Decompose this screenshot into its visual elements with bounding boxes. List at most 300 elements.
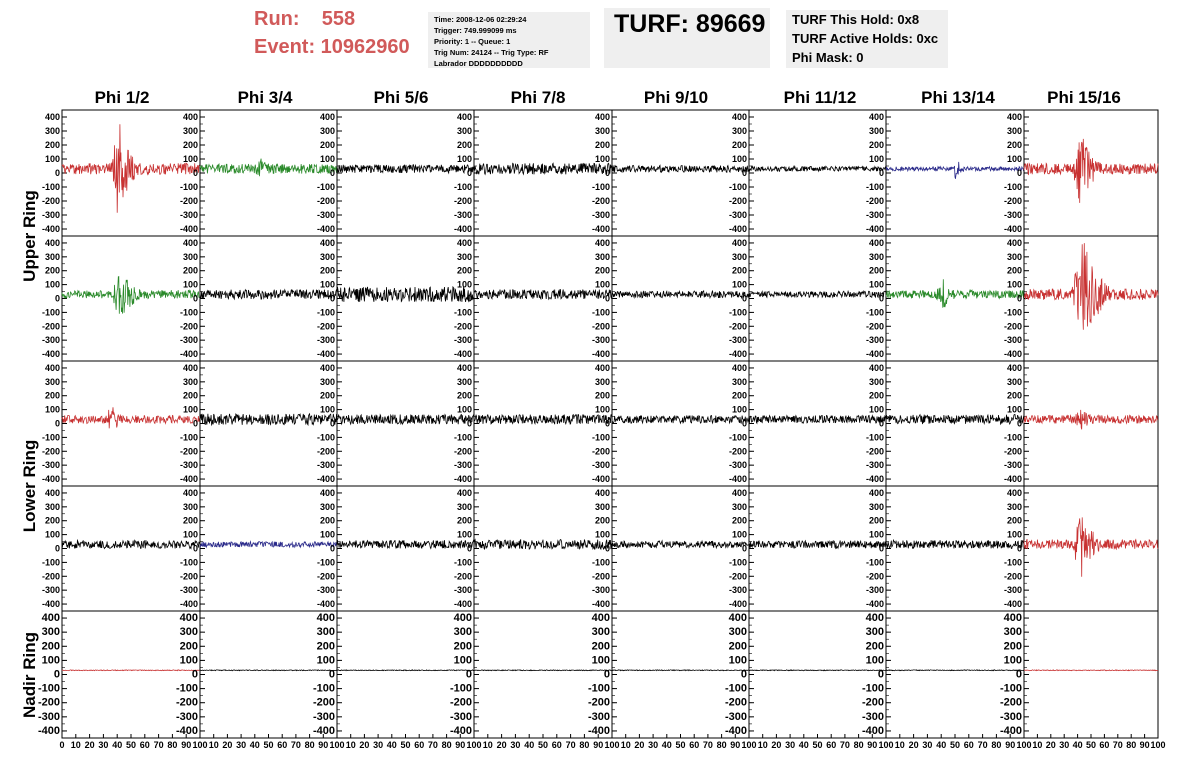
waveform-series xyxy=(337,540,474,548)
y-tick-label: 300 xyxy=(868,376,884,387)
y-tick-label: 200 xyxy=(868,265,884,276)
y-tick-label: 400 xyxy=(868,237,884,248)
x-tick-label: 90 xyxy=(318,740,329,750)
y-tick-label: -200 xyxy=(179,571,198,582)
y-tick-label: 300 xyxy=(44,126,60,136)
x-tick-label: 40 xyxy=(386,740,397,750)
waveform-series xyxy=(1024,243,1158,330)
x-tick-label: 100 xyxy=(466,740,482,750)
waveform-series xyxy=(62,404,200,428)
x-tick-label: 60 xyxy=(139,740,150,750)
turf-this-hold: TURF This Hold: 0x8 xyxy=(792,12,920,27)
y-tick-label: -400 xyxy=(179,224,198,234)
y-tick-label: -200 xyxy=(316,196,335,206)
y-tick-label: -200 xyxy=(41,446,60,457)
y-tick-label: 400 xyxy=(731,362,747,373)
y-tick-label: -100 xyxy=(453,307,472,318)
y-tick-label: -300 xyxy=(861,710,884,723)
y-tick-label: -100 xyxy=(865,557,884,568)
waveform-series xyxy=(886,279,1024,307)
x-tick-label: 10 xyxy=(70,740,81,750)
y-tick-label: 0 xyxy=(1016,543,1022,554)
y-tick-label: 100 xyxy=(865,654,884,667)
y-tick-label: -300 xyxy=(179,585,198,596)
y-tick-label: -200 xyxy=(453,321,472,332)
y-tick-label: -300 xyxy=(453,460,472,471)
waveform-series xyxy=(337,287,474,302)
y-tick-label: 300 xyxy=(319,126,335,136)
y-tick-label: 0 xyxy=(192,293,198,304)
column-label-phi-1-2: Phi 1/2 xyxy=(94,88,150,107)
y-tick-label: 400 xyxy=(44,487,60,498)
y-tick-label: 0 xyxy=(328,668,335,681)
y-tick-label: 200 xyxy=(1006,140,1022,150)
y-tick-label: -400 xyxy=(453,474,472,485)
y-tick-label: -400 xyxy=(316,224,335,234)
y-tick-label: 100 xyxy=(456,404,472,415)
y-tick-label: -100 xyxy=(41,182,60,192)
y-tick-label: 300 xyxy=(1006,376,1022,387)
y-tick-label: -400 xyxy=(41,474,60,485)
y-tick-label: 400 xyxy=(182,362,198,373)
y-tick-label: -300 xyxy=(453,335,472,346)
y-tick-label: -400 xyxy=(312,724,335,737)
y-tick-label: 0 xyxy=(53,668,60,681)
x-tick-label: 40 xyxy=(1072,740,1083,750)
y-tick-label: -200 xyxy=(41,196,60,206)
y-tick-label: 400 xyxy=(868,487,884,498)
y-tick-label: 300 xyxy=(731,501,747,512)
y-tick-label: -300 xyxy=(1003,210,1022,220)
y-tick-label: -400 xyxy=(41,349,60,360)
x-tick-label: 70 xyxy=(427,740,438,750)
y-tick-label: -200 xyxy=(865,446,884,457)
y-tick-label: 100 xyxy=(44,404,60,415)
y-tick-label: -100 xyxy=(1003,307,1022,318)
y-tick-label: 300 xyxy=(1006,126,1022,136)
y-tick-label: -400 xyxy=(728,224,747,234)
row-label-upper-ring: Upper Ring xyxy=(20,190,39,282)
y-tick-label: 400 xyxy=(868,362,884,373)
y-tick-label: -300 xyxy=(41,585,60,596)
column-label-phi-9-10: Phi 9/10 xyxy=(643,88,709,107)
y-tick-label: -400 xyxy=(453,599,472,610)
y-tick-label: 100 xyxy=(182,404,198,415)
y-tick-label: 400 xyxy=(1006,237,1022,248)
y-tick-label: 200 xyxy=(1003,640,1022,653)
y-tick-label: -100 xyxy=(728,182,747,192)
waveform-series xyxy=(749,416,886,424)
y-tick-label: -400 xyxy=(591,349,610,360)
y-tick-label: -300 xyxy=(728,335,747,346)
y-tick-label: -300 xyxy=(179,460,198,471)
y-tick-label: -300 xyxy=(449,710,472,723)
x-tick-label: 40 xyxy=(112,740,123,750)
y-tick-label: 0 xyxy=(192,168,198,178)
y-tick-label: 300 xyxy=(456,126,472,136)
x-tick-label: 40 xyxy=(661,740,672,750)
y-tick-label: 300 xyxy=(594,251,610,262)
y-tick-label: 200 xyxy=(1006,515,1022,526)
info-labrador: Labrador DDDDDDDDDD xyxy=(434,59,523,68)
waveform-series xyxy=(337,670,474,671)
y-tick-label: 100 xyxy=(316,654,335,667)
y-tick-label: 400 xyxy=(319,487,335,498)
y-tick-label: 200 xyxy=(182,390,198,401)
info-trigger: Trigger: 749.999099 ms xyxy=(434,26,517,35)
waveform-series xyxy=(886,162,1024,179)
x-tick-label: 90 xyxy=(455,740,466,750)
y-tick-label: -100 xyxy=(316,182,335,192)
y-tick-label: -400 xyxy=(449,724,472,737)
y-tick-label: 100 xyxy=(1006,404,1022,415)
y-tick-label: 200 xyxy=(731,140,747,150)
y-tick-label: -200 xyxy=(587,696,610,709)
x-tick-label: 50 xyxy=(812,740,823,750)
y-tick-label: 300 xyxy=(868,126,884,136)
x-tick-label: 10 xyxy=(345,740,356,750)
y-tick-label: 0 xyxy=(603,668,610,681)
y-tick-label: -100 xyxy=(591,307,610,318)
x-tick-label: 70 xyxy=(702,740,713,750)
y-tick-label: 400 xyxy=(594,112,610,122)
y-tick-label: 400 xyxy=(44,112,60,122)
y-tick-label: 300 xyxy=(316,626,335,639)
y-tick-label: -400 xyxy=(591,474,610,485)
y-tick-label: 400 xyxy=(182,112,198,122)
y-tick-label: 300 xyxy=(728,626,747,639)
x-tick-label: 80 xyxy=(853,740,864,750)
y-tick-label: 400 xyxy=(319,237,335,248)
x-tick-label: 30 xyxy=(785,740,796,750)
x-tick-label: 60 xyxy=(826,740,837,750)
y-tick-label: -400 xyxy=(861,724,884,737)
y-tick-label: -300 xyxy=(37,710,60,723)
x-tick-label: 30 xyxy=(1059,740,1070,750)
y-tick-label: 200 xyxy=(594,515,610,526)
y-tick-label: -400 xyxy=(999,724,1022,737)
x-tick-label: 80 xyxy=(167,740,178,750)
waveform-series xyxy=(474,540,612,550)
y-tick-label: 100 xyxy=(182,279,198,290)
y-tick-label: -300 xyxy=(316,585,335,596)
y-tick-label: 100 xyxy=(731,529,747,540)
y-tick-label: 100 xyxy=(456,154,472,164)
y-tick-label: 200 xyxy=(731,265,747,276)
y-tick-label: 200 xyxy=(594,140,610,150)
y-tick-label: -400 xyxy=(1003,474,1022,485)
y-tick-label: -100 xyxy=(728,307,747,318)
y-tick-label: -200 xyxy=(449,696,472,709)
y-tick-label: 300 xyxy=(868,251,884,262)
x-tick-label: 100 xyxy=(878,740,894,750)
y-tick-label: 200 xyxy=(456,515,472,526)
y-tick-label: 100 xyxy=(594,529,610,540)
x-tick-label: 30 xyxy=(236,740,247,750)
y-tick-label: 200 xyxy=(594,265,610,276)
x-tick-label: 50 xyxy=(125,740,137,750)
y-tick-label: 200 xyxy=(316,640,335,653)
y-tick-label: 300 xyxy=(179,626,198,639)
waveform-series xyxy=(1024,670,1158,671)
y-tick-label: 0 xyxy=(604,543,610,554)
y-tick-label: -200 xyxy=(41,571,60,582)
y-tick-label: -400 xyxy=(591,224,610,234)
y-tick-label: 100 xyxy=(591,654,610,667)
y-tick-label: -400 xyxy=(453,349,472,360)
panel-frame xyxy=(1024,361,1158,486)
y-tick-label: 200 xyxy=(868,390,884,401)
y-tick-label: -200 xyxy=(316,571,335,582)
y-tick-label: 400 xyxy=(865,612,884,625)
y-tick-label: 400 xyxy=(731,487,747,498)
y-tick-label: 300 xyxy=(44,376,60,387)
y-tick-label: 200 xyxy=(731,515,747,526)
y-tick-label: -300 xyxy=(865,335,884,346)
y-tick-label: 300 xyxy=(44,501,60,512)
y-tick-label: -300 xyxy=(316,335,335,346)
y-tick-label: -200 xyxy=(999,696,1022,709)
y-tick-label: -100 xyxy=(453,557,472,568)
turf-active-holds: TURF Active Holds: 0xc xyxy=(792,31,939,46)
y-tick-label: -400 xyxy=(1003,224,1022,234)
x-tick-label: 50 xyxy=(1085,740,1097,750)
y-tick-label: 200 xyxy=(594,390,610,401)
y-tick-label: -200 xyxy=(591,446,610,457)
y-tick-label: 200 xyxy=(456,140,472,150)
x-tick-label: 90 xyxy=(1005,740,1016,750)
waveform-series xyxy=(612,670,749,671)
y-tick-label: 100 xyxy=(1006,279,1022,290)
y-tick-label: -200 xyxy=(728,571,747,582)
y-tick-label: -200 xyxy=(865,571,884,582)
waveform-series xyxy=(612,416,749,424)
y-tick-label: -200 xyxy=(453,446,472,457)
y-tick-label: -200 xyxy=(1003,571,1022,582)
y-tick-label: 0 xyxy=(878,418,884,429)
y-tick-label: 100 xyxy=(182,154,198,164)
turf-number: TURF: 89669 xyxy=(614,10,766,38)
y-tick-label: 400 xyxy=(1006,112,1022,122)
y-tick-label: -200 xyxy=(728,321,747,332)
x-tick-label: 100 xyxy=(192,740,208,750)
y-tick-label: 400 xyxy=(731,112,747,122)
x-tick-label: 80 xyxy=(441,740,452,750)
y-tick-label: -300 xyxy=(41,210,60,220)
y-tick-label: -400 xyxy=(728,599,747,610)
y-tick-label: 100 xyxy=(731,279,747,290)
y-tick-label: 300 xyxy=(44,251,60,262)
waveform-series xyxy=(200,542,337,548)
y-tick-label: 200 xyxy=(1006,265,1022,276)
y-tick-label: 200 xyxy=(319,390,335,401)
y-tick-label: 0 xyxy=(878,543,884,554)
y-tick-label: -200 xyxy=(453,571,472,582)
y-tick-label: 200 xyxy=(731,390,747,401)
y-tick-label: -400 xyxy=(41,599,60,610)
y-tick-label: -200 xyxy=(591,321,610,332)
y-tick-label: 200 xyxy=(182,515,198,526)
y-tick-label: 0 xyxy=(466,418,472,429)
y-tick-label: 100 xyxy=(868,529,884,540)
y-tick-label: 300 xyxy=(594,126,610,136)
x-tick-label: 10 xyxy=(757,740,768,750)
y-tick-label: -100 xyxy=(316,432,335,443)
x-tick-label: 90 xyxy=(593,740,604,750)
y-tick-label: 100 xyxy=(594,154,610,164)
y-tick-label: -200 xyxy=(591,571,610,582)
y-tick-label: -200 xyxy=(316,321,335,332)
panel-frame xyxy=(1024,486,1158,611)
y-tick-label: 100 xyxy=(868,154,884,164)
y-tick-label: -100 xyxy=(591,557,610,568)
y-tick-label: 0 xyxy=(604,293,610,304)
y-tick-label: -400 xyxy=(865,224,884,234)
y-tick-label: 300 xyxy=(865,626,884,639)
waveform-series xyxy=(200,290,337,300)
waveform-series xyxy=(886,415,1024,425)
y-tick-label: 200 xyxy=(319,140,335,150)
y-tick-label: 200 xyxy=(44,140,60,150)
y-tick-label: 300 xyxy=(1006,501,1022,512)
y-tick-label: 200 xyxy=(182,265,198,276)
y-tick-label: -100 xyxy=(312,682,335,695)
waveform-series xyxy=(337,165,474,173)
y-tick-label: 300 xyxy=(182,376,198,387)
x-tick-label: 70 xyxy=(1112,740,1123,750)
y-tick-label: -300 xyxy=(591,210,610,220)
y-tick-label: 300 xyxy=(456,501,472,512)
y-tick-label: 200 xyxy=(182,140,198,150)
y-tick-label: -100 xyxy=(41,307,60,318)
waveform-series xyxy=(474,415,612,425)
y-tick-label: -400 xyxy=(865,599,884,610)
y-tick-label: 100 xyxy=(319,404,335,415)
x-tick-label: 20 xyxy=(222,740,233,750)
x-tick-label: 10 xyxy=(620,740,631,750)
y-tick-label: -300 xyxy=(316,460,335,471)
y-tick-label: -100 xyxy=(449,682,472,695)
x-tick-label: 70 xyxy=(839,740,850,750)
y-tick-label: 100 xyxy=(453,654,472,667)
x-tick-label: 70 xyxy=(290,740,301,750)
y-tick-label: -100 xyxy=(591,432,610,443)
y-tick-label: -400 xyxy=(316,599,335,610)
y-tick-label: 0 xyxy=(54,293,60,304)
y-tick-label: 0 xyxy=(466,543,472,554)
x-tick-label: 90 xyxy=(181,740,192,750)
waveform-series xyxy=(1024,517,1158,576)
y-tick-label: 0 xyxy=(604,418,610,429)
x-tick-label: 80 xyxy=(1126,740,1137,750)
x-tick-label: 50 xyxy=(400,740,411,750)
y-tick-label: -100 xyxy=(41,557,60,568)
y-tick-label: 0 xyxy=(1016,418,1022,429)
y-tick-label: 0 xyxy=(1015,668,1022,681)
y-tick-label: -400 xyxy=(179,474,198,485)
y-tick-label: 400 xyxy=(1006,362,1022,373)
waveform-series xyxy=(474,670,612,671)
y-tick-label: -300 xyxy=(728,585,747,596)
y-tick-label: 0 xyxy=(54,418,60,429)
x-tick-label: 50 xyxy=(263,740,274,750)
y-tick-label: 200 xyxy=(319,515,335,526)
y-tick-label: -400 xyxy=(453,224,472,234)
y-tick-label: -100 xyxy=(587,682,610,695)
y-tick-label: -200 xyxy=(728,446,747,457)
y-tick-label: 0 xyxy=(466,293,472,304)
x-tick-label: 20 xyxy=(634,740,645,750)
y-tick-label: 200 xyxy=(44,390,60,401)
y-tick-label: 300 xyxy=(182,501,198,512)
y-tick-label: 400 xyxy=(44,362,60,373)
waveform-series xyxy=(886,670,1024,671)
y-tick-label: -100 xyxy=(179,307,198,318)
y-tick-label: -100 xyxy=(453,432,472,443)
y-tick-label: -100 xyxy=(861,682,884,695)
x-tick-label: 90 xyxy=(730,740,741,750)
x-tick-label: 40 xyxy=(524,740,535,750)
y-tick-label: -300 xyxy=(865,210,884,220)
column-label-phi-3-4: Phi 3/4 xyxy=(237,88,293,107)
y-tick-label: -400 xyxy=(37,724,60,737)
y-tick-label: -100 xyxy=(37,682,60,695)
x-tick-label: 20 xyxy=(84,740,95,750)
y-tick-label: -300 xyxy=(728,460,747,471)
y-tick-label: -200 xyxy=(865,196,884,206)
y-tick-label: 0 xyxy=(1016,168,1022,178)
y-tick-label: 100 xyxy=(1006,154,1022,164)
event-number: Event: 10962960 xyxy=(254,36,410,58)
x-tick-label: 60 xyxy=(963,740,974,750)
y-tick-label: 300 xyxy=(591,626,610,639)
y-tick-label: 400 xyxy=(456,237,472,248)
y-tick-label: -400 xyxy=(316,474,335,485)
y-tick-label: 100 xyxy=(182,529,198,540)
y-tick-label: -100 xyxy=(316,557,335,568)
y-tick-label: 400 xyxy=(182,487,198,498)
y-tick-label: -300 xyxy=(453,585,472,596)
x-tick-label: 30 xyxy=(98,740,109,750)
y-tick-label: 200 xyxy=(728,640,747,653)
y-tick-label: -300 xyxy=(41,460,60,471)
x-tick-label: 20 xyxy=(496,740,507,750)
y-tick-label: 300 xyxy=(319,501,335,512)
y-tick-label: 0 xyxy=(741,293,747,304)
y-tick-label: 400 xyxy=(41,612,60,625)
waveform-series xyxy=(1024,139,1158,203)
y-tick-label: 400 xyxy=(1006,487,1022,498)
y-tick-label: 400 xyxy=(453,612,472,625)
waveform-series xyxy=(749,166,886,171)
y-tick-label: -300 xyxy=(724,710,747,723)
y-tick-label: -100 xyxy=(591,182,610,192)
waveform-series xyxy=(749,670,886,671)
y-tick-label: 0 xyxy=(465,668,472,681)
x-tick-label: 100 xyxy=(1150,740,1166,750)
x-tick-label: 60 xyxy=(551,740,562,750)
y-tick-label: 200 xyxy=(41,640,60,653)
y-tick-label: 100 xyxy=(44,279,60,290)
y-tick-label: -300 xyxy=(591,460,610,471)
y-tick-label: 300 xyxy=(594,501,610,512)
info-time: Time: 2008-12-06 02:29:24 xyxy=(434,15,527,24)
x-tick-label: 0 xyxy=(59,740,65,750)
y-tick-label: 100 xyxy=(1006,529,1022,540)
x-tick-label: 20 xyxy=(1045,740,1056,750)
x-tick-label: 80 xyxy=(304,740,315,750)
x-tick-label: 30 xyxy=(373,740,384,750)
